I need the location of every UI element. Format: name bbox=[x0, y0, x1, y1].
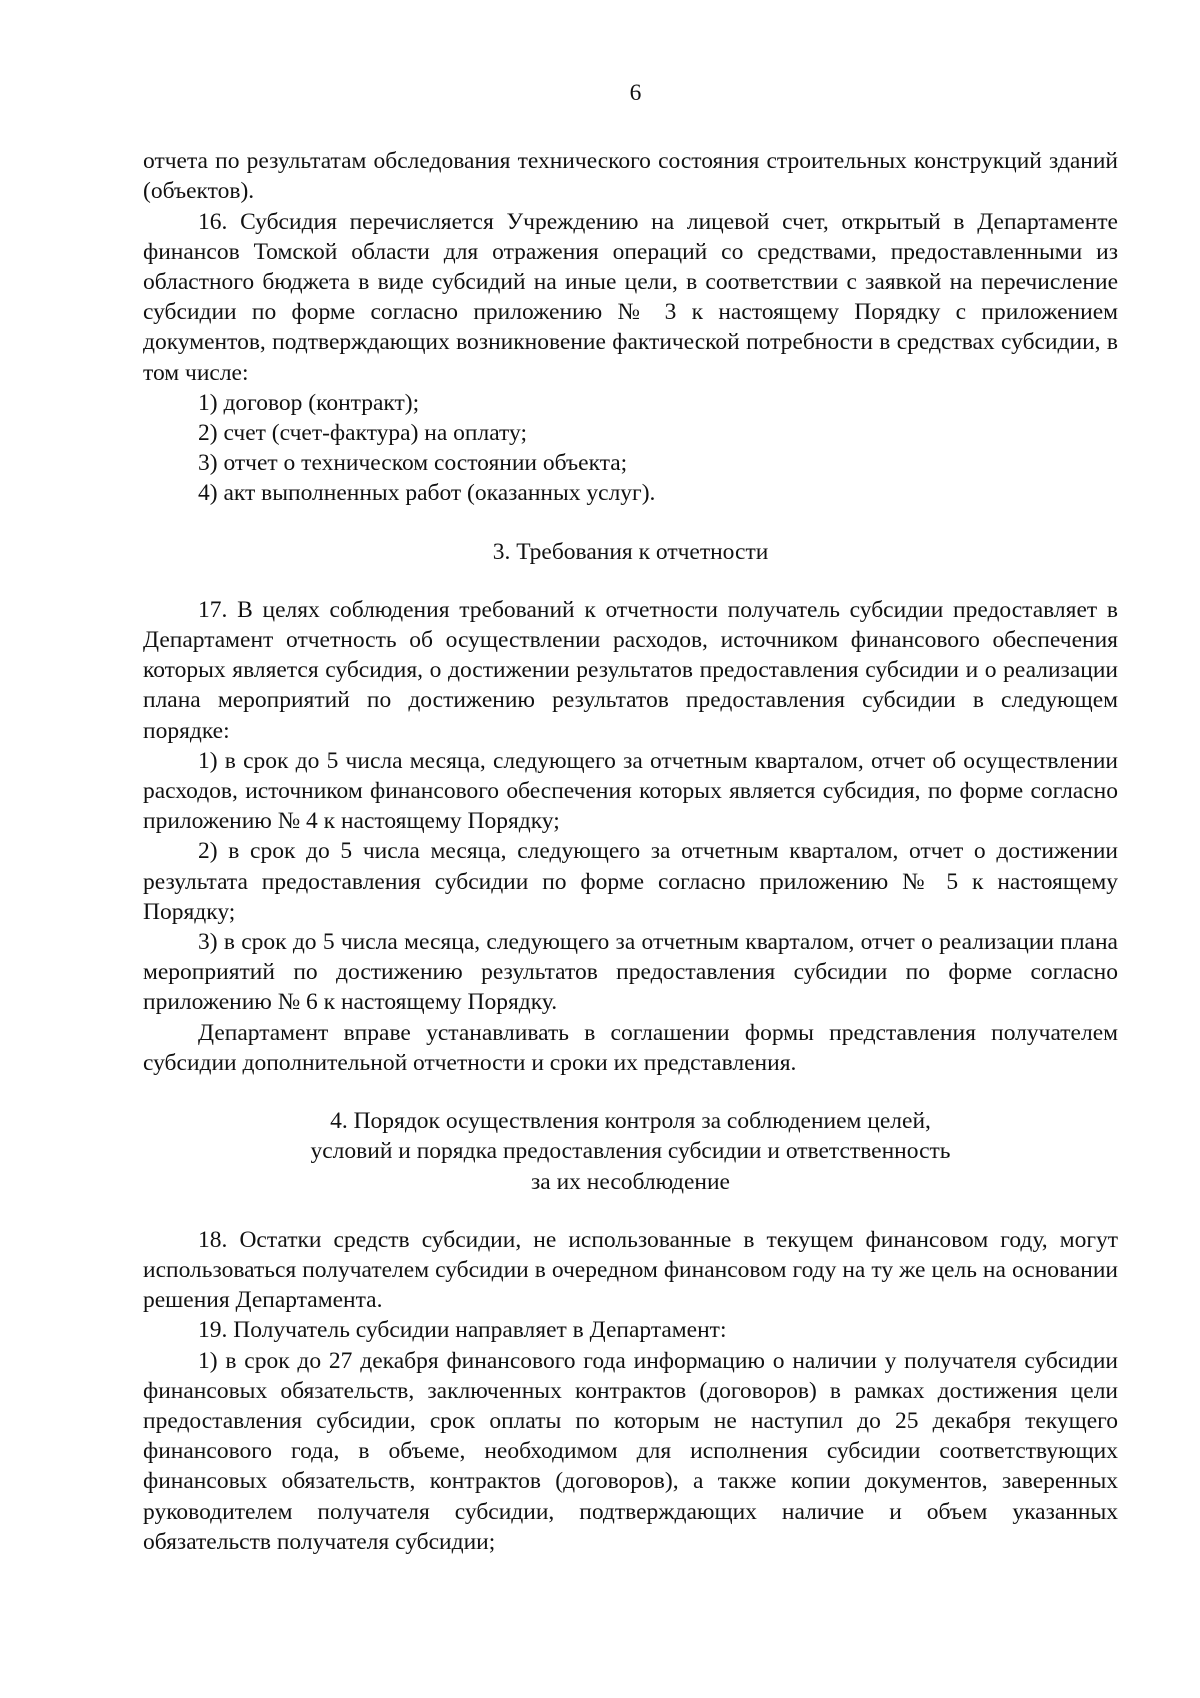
list-item-technical-report: 3) отчет о техническом состоянии объекта; bbox=[198, 450, 628, 477]
paragraph-19-item-1: 1) в срок до 27 декабря финансового года информацию о наличии у получателя субсидии финансовых обязательств, заключенных контрактов (договоров) в рамках достижения цели предоставления субсидии, срок оплаты по которым не наступил до 25 декабря текущего финансового года, в объеме, необходимом для исполнения субсидии соответствующих финансовых обязательств, контрактов (договоров), а также копии документов, заверенных руководителем получателя субсидии, подтверждающих наличие и объем указанных обязательств получателя субсидии; bbox=[143, 1347, 1118, 1555]
document-page bbox=[143, 78, 1118, 1557]
section-4-title-line-2: условий и порядка предоставления субсидии и ответственность bbox=[310, 1138, 951, 1165]
paragraph-18: 18. Остатки средств субсидии, не использованные в текущем финансовом году, могут использоваться получателем субсидии в очередном финансовом году на ту же цель на основании решения Департамента. bbox=[143, 1226, 1118, 1314]
paragraph-16: 16. Субсидия перечисляется Учреждению на лицевой счет, открытый в Департаменте финансов Томской области для отражения операций со средствами, предоставленными из областного бюджета в виде субсидий на иные цели, в соответствии с заявкой на перечисление субсидии по форме согласно приложению № 3 к настоящему Порядку с приложением документов, подтверждающих возникновение фактической потребности в средствах субсидии, в том числе: bbox=[143, 208, 1118, 386]
paragraph-17-item-2: 2) в срок до 5 числа месяца, следующего за отчетным кварталом, отчет о достижении результата предоставления субсидии по форме согласно приложению № 5 к настоящему Порядку; bbox=[143, 838, 1118, 925]
section-3-heading bbox=[143, 537, 1118, 567]
section-4-title-line-3: за их несоблюдение bbox=[531, 1168, 730, 1195]
paragraph-17-item-1: 1) в срок до 5 числа месяца, следующего за отчетным кварталом, отчет об осуществлении расходов, источником финансового обеспечения которых является субсидия, по форме согласно приложению № 4 к настоящему Порядку; bbox=[143, 747, 1118, 835]
paragraph-17: 17. В целях соблюдения требований к отчетности получатель субсидии предоставляет в Департамент отчетность об осуществлении расходов, источником финансового обеспечения которых является субсидия, о достижении результатов предоставления субсидии и о реализации плана мероприятий по достижению результатов предоставления субсидии в следующем порядке: bbox=[143, 596, 1118, 744]
section-4-title-line-1: 4. Порядок осуществления контроля за соблюдением целей, bbox=[330, 1108, 931, 1135]
list-item-contract: 1) договор (контракт); bbox=[198, 389, 420, 416]
page-number: 6 bbox=[629, 80, 642, 106]
paragraph-19: 19. Получатель субсидии направляет в Департамент: bbox=[198, 1317, 727, 1344]
section-3-title: 3. Требования к отчетности bbox=[492, 538, 769, 565]
list-item-invoice: 2) счет (счет-фактура) на оплату; bbox=[198, 420, 527, 447]
paragraph-17-item-3: 3) в срок до 5 числа месяца, следующего за отчетным кварталом, отчет о реализации плана мероприятий по достижению результатов предоставления субсидии по форме согласно приложению № 6 к настоящему Порядку. bbox=[143, 929, 1118, 1016]
section-4-heading bbox=[143, 1106, 1118, 1197]
paragraph-report-continuation: отчета по результатам обследования технического состояния строительных конструкций зданий (объектов). bbox=[143, 148, 1118, 205]
paragraph-17-department-right: Департамент вправе устанавливать в соглашении формы представления получателем субсидии дополнительной отчетности и сроки их представления. bbox=[143, 1019, 1118, 1076]
list-item-acceptance-act: 4) акт выполненных работ (оказанных услуг). bbox=[198, 480, 656, 507]
